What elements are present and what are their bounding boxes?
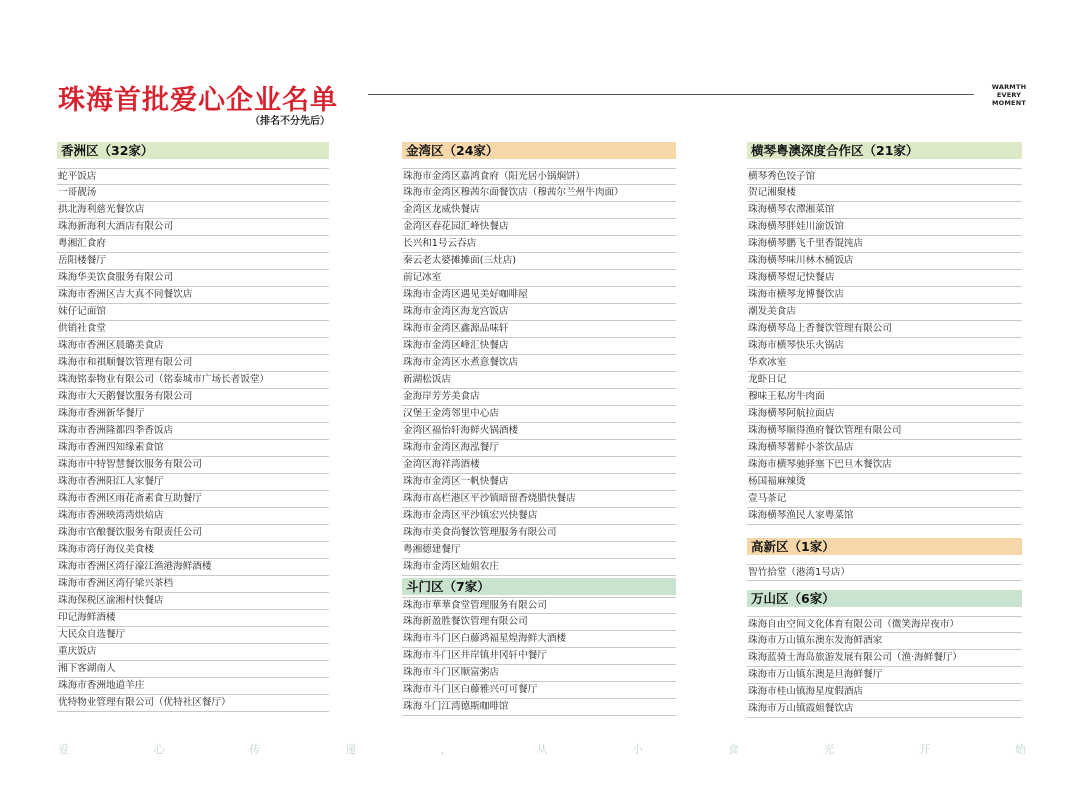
- business-list-item: 珠海新盈胜餐饮管理有限公司: [402, 614, 676, 631]
- business-list-item: 珠海市斗门区顺富粥店: [402, 665, 676, 682]
- section-wanshan: [747, 590, 1022, 718]
- business-list-item: 珠海市華華食堂管理服务有限公司: [402, 597, 676, 614]
- brand-mark: [984, 83, 1034, 107]
- business-list-item: 珠海斗门江湾德斯咖啡馆: [402, 699, 676, 716]
- brand-line: EVERY: [996, 91, 1022, 99]
- business-list-item: 横琴秀色饺子馆: [747, 168, 1022, 185]
- business-list-item: 岳阳楼餐厅: [57, 253, 329, 270]
- business-list-item: 妹仔记面馆: [57, 304, 329, 321]
- business-list-item: 金湾区春花园汇峰快餐店: [402, 219, 676, 236]
- business-list-item: 珠海横琴农潭湘菜馆: [747, 202, 1022, 219]
- business-list-item: 珠海市斗门区白藤雅兴可可餐厅: [402, 682, 676, 699]
- section-heading: 香洲区（32家）: [57, 142, 329, 159]
- business-list-item: 珠海市美食尚餐饮管理服务有限公司: [402, 525, 676, 542]
- business-list-item: 珠海市金湾区嘉鸿食府（阳光居小锅焖饼）: [402, 168, 676, 185]
- business-list-item: 珠海横琴岛上香餐饮管理有限公司: [747, 321, 1022, 338]
- footer-char: 始: [1014, 743, 1026, 756]
- business-list: [747, 564, 1022, 581]
- business-list-item: 珠海新海利大酒店有限公司: [57, 219, 329, 236]
- business-list-item: 新湖松饭店: [402, 372, 676, 389]
- section-doumen: [402, 578, 676, 716]
- section-xiangzhou: [57, 142, 329, 712]
- business-list-item: 供销社食堂: [57, 321, 329, 338]
- business-list-item: 珠海横琴阿航拉面店: [747, 406, 1022, 423]
- footer-char: 心: [153, 743, 165, 756]
- business-list-item: 穆味王私房牛肉面: [747, 389, 1022, 406]
- section-heading: 万山区（6家）: [747, 590, 1022, 607]
- business-list-item: 珠海市大天鹅餐饮服务有限公司: [57, 389, 329, 406]
- section-heading: 高新区（1家）: [747, 538, 1022, 555]
- business-list-item: 杨国福麻辣烫: [747, 474, 1022, 491]
- footer-slogan: [58, 741, 1026, 757]
- business-list-item: 金湾区龙威快餐店: [402, 202, 676, 219]
- footer-char: 小: [632, 743, 644, 756]
- business-list-item: 珠海市香洲阳江人家餐厅: [57, 474, 329, 491]
- brand-line: MOMENT: [992, 99, 1026, 107]
- business-list-item: 珠海市万山镇东澳是旦海鲜餐厅: [747, 667, 1022, 684]
- business-list-item: 潮发美食店: [747, 304, 1022, 321]
- page-subtitle: （排名不分先后）: [250, 116, 330, 127]
- footer-char: 传: [249, 743, 261, 756]
- business-list: [402, 597, 676, 716]
- business-list-item: 华欢冰室: [747, 355, 1022, 372]
- column-right: [747, 142, 1022, 718]
- business-list-item: 珠海市官酿餐饮服务有限责任公司: [57, 525, 329, 542]
- business-list-item: 珠海市横琴快乐火锅店: [747, 338, 1022, 355]
- business-list-item: 龙虾日记: [747, 372, 1022, 389]
- business-list-item: 珠海蓝骑士海岛旅游发展有限公司（渔·海鲜餐厅）: [747, 650, 1022, 667]
- business-list-item: 金湾区海祥湾酒楼: [402, 457, 676, 474]
- column-left: [57, 142, 329, 712]
- business-list-item: 珠海自由空间文化体育有限公司（微笑海岸夜市）: [747, 616, 1022, 633]
- business-list-item: 珠海横琴顺得渔府餐饮管理有限公司: [747, 423, 1022, 440]
- footer-char: 光: [823, 743, 835, 756]
- business-list-item: 珠海横琴胖娃川渝饭馆: [747, 219, 1022, 236]
- business-list-item: 粤湘汇食府: [57, 236, 329, 253]
- section-heading: 斗门区（7家）: [402, 578, 676, 595]
- section-hengqin: [747, 142, 1022, 525]
- footer-char: 开: [919, 743, 931, 756]
- business-list-item: 拱北海利慈光餐饮店: [57, 202, 329, 219]
- business-list-item: 珠海市金湾区一帆快餐店: [402, 474, 676, 491]
- business-list-item: 珠海市斗门区井岸镇井冈轩中餐厅: [402, 648, 676, 665]
- business-list-item: 前记冰室: [402, 270, 676, 287]
- section-heading: 横琴粤澳深度合作区（21家）: [747, 142, 1022, 159]
- business-list-item: 秦云老太婆摊摊面(三灶店): [402, 253, 676, 270]
- section-gaoxin: [747, 538, 1022, 581]
- business-list-item: 珠海市和祺顺餐饮管理有限公司: [57, 355, 329, 372]
- section-jinwan: [402, 142, 676, 576]
- business-list-item: 智竹拾堂（港湾1号店）: [747, 564, 1022, 581]
- business-list-item: 汉堡王金湾邻里中心店: [402, 406, 676, 423]
- business-list: [747, 616, 1022, 718]
- footer-char: 从: [536, 743, 548, 756]
- business-list: [747, 168, 1022, 525]
- business-list-item: 珠海市金湾区海龙宫饭店: [402, 304, 676, 321]
- page-title: 珠海首批爱心企业名单: [58, 85, 338, 116]
- business-list-item: 珠海横琴煜记快餐店: [747, 270, 1022, 287]
- business-list-item: 珠海市金湾区遇见美好咖啡屋: [402, 287, 676, 304]
- footer-char: 递: [345, 743, 357, 756]
- business-list-item: 珠海市中特智慧餐饮服务有限公司: [57, 457, 329, 474]
- business-list-item: 珠海市香洲区晨璐美食店: [57, 338, 329, 355]
- business-list-item: 珠海市金湾区穆茜尔面餐饮店（穆茜尔兰州牛肉面）: [402, 185, 676, 202]
- business-list-item: 优特物业管理有限公司（优特社区餐厅）: [57, 695, 329, 712]
- business-list-item: 珠海市香洲新华餐厅: [57, 406, 329, 423]
- business-list-item: 珠海横琴味川林木桶饭店: [747, 253, 1022, 270]
- business-list-item: 珠海市香洲区吉大真不同餐饮店: [57, 287, 329, 304]
- business-list-item: 珠海市万山镇东澳东发海鲜酒家: [747, 633, 1022, 650]
- footer-char: 食: [727, 743, 739, 756]
- business-list-item: 一哥靓汤: [57, 185, 329, 202]
- business-list-item: 珠海横琴薯鲜小茶饮品店: [747, 440, 1022, 457]
- footer-char: ，: [440, 743, 452, 756]
- business-list-item: 珠海市香洲映湾湾烘焙店: [57, 508, 329, 525]
- business-list-item: 珠海横琴鹏飞千里香馄饨店: [747, 236, 1022, 253]
- business-list-item: 珠海市金湾区峰汇快餐店: [402, 338, 676, 355]
- footer-char: 爱: [58, 743, 69, 756]
- business-list-item: 壹马茶记: [747, 491, 1022, 508]
- business-list-item: 粤湘德建餐厅: [402, 542, 676, 559]
- business-list-item: 珠海市香洲区湾仔梁兴茶档: [57, 576, 329, 593]
- business-list-item: 长兴和1号云吞店: [402, 236, 676, 253]
- business-list-item: 珠海市桂山镇海星度假酒店: [747, 684, 1022, 701]
- business-list-item: 湘下客湖南人: [57, 661, 329, 678]
- business-list-item: 珠海横琴渔民人家粤菜馆: [747, 508, 1022, 525]
- business-list-item: 珠海华美饮食服务有限公司: [57, 270, 329, 287]
- business-list-item: 珠海市香洲隆都四季香饭店: [57, 423, 329, 440]
- section-heading: 金湾区（24家）: [402, 142, 676, 159]
- business-list-item: 珠海市横琴驰驿塞下巴旦木餐饮店: [747, 457, 1022, 474]
- header-rule: [368, 94, 974, 95]
- business-list-item: 珠海市香洲四知缘素食馆: [57, 440, 329, 457]
- business-list-item: 珠海市金湾区海泓餐厅: [402, 440, 676, 457]
- business-list-item: 珠海市湾仔海仪美食楼: [57, 542, 329, 559]
- business-list-item: 珠海市金湾区平沙镇宏兴快餐店: [402, 508, 676, 525]
- business-list-item: 金海岸芳芳美食店: [402, 389, 676, 406]
- business-list-item: 珠海铭泰物业有限公司（铭泰城市广场长者饭堂）: [57, 372, 329, 389]
- business-list-item: 蛇平饭店: [57, 168, 329, 185]
- business-list-item: 珠海市金湾区鑫源品味轩: [402, 321, 676, 338]
- business-list-item: 珠海市斗门区白藤鸿福星煌海鲜大酒楼: [402, 631, 676, 648]
- business-list-item: 贺记湘聚楼: [747, 185, 1022, 202]
- business-list-item: 珠海市金湾区水煮意餐饮店: [402, 355, 676, 372]
- business-list-item: 珠海市香洲区雨花斋素食互助餐厅: [57, 491, 329, 508]
- business-list-item: 珠海市高栏港区平沙镇暗留香烧腊快餐店: [402, 491, 676, 508]
- business-list-item: 珠海市香洲区湾仔濠江渔港海鲜酒楼: [57, 559, 329, 576]
- business-list-item: 珠海保税区渝湘村快餐店: [57, 593, 329, 610]
- business-list-item: 重庆饭店: [57, 644, 329, 661]
- business-list-item: 珠海市横琴龙博餐饮店: [747, 287, 1022, 304]
- business-list-item: 大民众自选餐厅: [57, 627, 329, 644]
- business-list-item: 珠海市香洲地道羊庄: [57, 678, 329, 695]
- brand-line: WARMTH: [991, 83, 1027, 91]
- business-list-item: 印记海鲜酒楼: [57, 610, 329, 627]
- business-list-item: 珠海市金湾区灿姐农庄: [402, 559, 676, 576]
- column-middle: [402, 142, 676, 716]
- business-list-item: 金湾区福怡轩海鲜火锅酒楼: [402, 423, 676, 440]
- business-list: [57, 168, 329, 712]
- business-list-item: 珠海市万山镇霞姐餐饮店: [747, 701, 1022, 718]
- business-list: [402, 168, 676, 576]
